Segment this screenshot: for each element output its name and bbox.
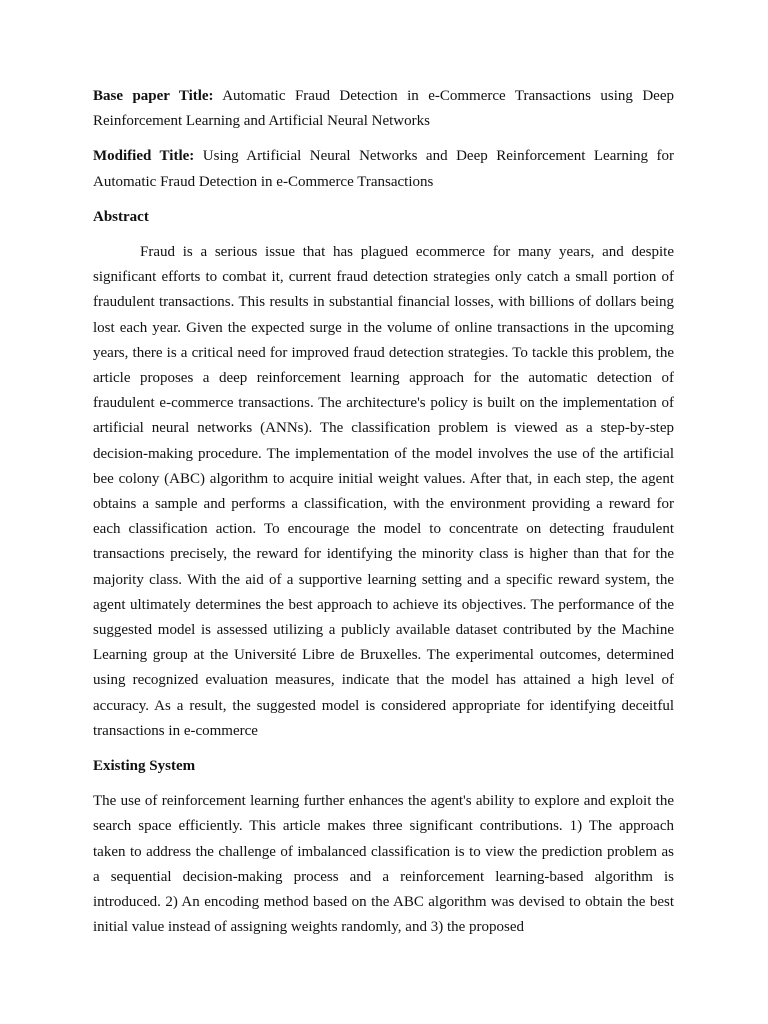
base-paper-title-text: Automatic Fraud Detection in e-Commerce Transactions using Deep Reinforcement Learning and Artificial Neural Networks — [93, 88, 674, 130]
abstract-body: Fraud is a serious issue that has plagued ecommerce for many years, and despite significant efforts to combat it, current fraud detection strategies only catch a small portion of fraudulent transactions. This results in substantial financial losses, with billions of dollars being lost each year. Given the expected surge in the volume of online transactions in the upcoming years, there is a critical need for improved fraud detection strategies. To tackle this problem, the article proposes a deep reinforcement learning approach for the automatic detection of fraudulent e-commerce transactions. The architecture's policy is built on the implementation of artificial neural networks (ANNs). The classification problem is viewed as a step-by-step decision-making procedure. The implementation of the model involves the use of the artificial bee colony (ABC) algorithm to acquire initial weight values. After that, in each step, the agent obtains a sample and performs a classification, with the environment providing a reward for each classification action. To encourage the model to concentrate on detecting fraudulent transactions precisely, the reward for identifying the minority class is higher than that for the majority class. With the aid of a supportive learning setting and a specific reward system, the agent ultimately determines the best approach to achieve its objectives. The performance of the suggested model is assessed utilizing a publicly available dataset contributed by the Machine Learning group at the Université Libre de Bruxelles. The experimental outcomes, determined using recognized evaluation measures, indicate that the model has attained a high level of accuracy. As a result, the suggested model is considered appropriate for identifying deceitful transactions in e-commerce — [93, 244, 674, 739]
base-paper-title-label: Base paper Title: — [93, 88, 214, 104]
existing-system-heading: Existing System — [93, 758, 196, 775]
modified-title-label: Modified Title: — [93, 148, 195, 165]
base-paper-title — [93, 84, 674, 134]
abstract-heading: Abstract — [93, 208, 149, 225]
document-page — [93, 84, 674, 941]
modified-title-text: Using Artificial Neural Networks and Deep Reinforcement Learning for Automatic Fraud Detection in e-Commerce Transactions — [93, 148, 675, 190]
existing-system-body: The use of reinforcement learning further enhances the agent's ability to explore and exploit the search space efficiently. This article makes three significant contributions. 1) The approach taken to address the challenge of imbalanced classification is to view the prediction problem as a sequential decision-making process and a reinforcement learning-based algorithm is introduced. 2) An encoding method based on the ABC algorithm was devised to obtain the best initial value instead of assigning weights randomly, and 3) the proposed — [93, 793, 674, 936]
modified-title — [93, 144, 674, 194]
